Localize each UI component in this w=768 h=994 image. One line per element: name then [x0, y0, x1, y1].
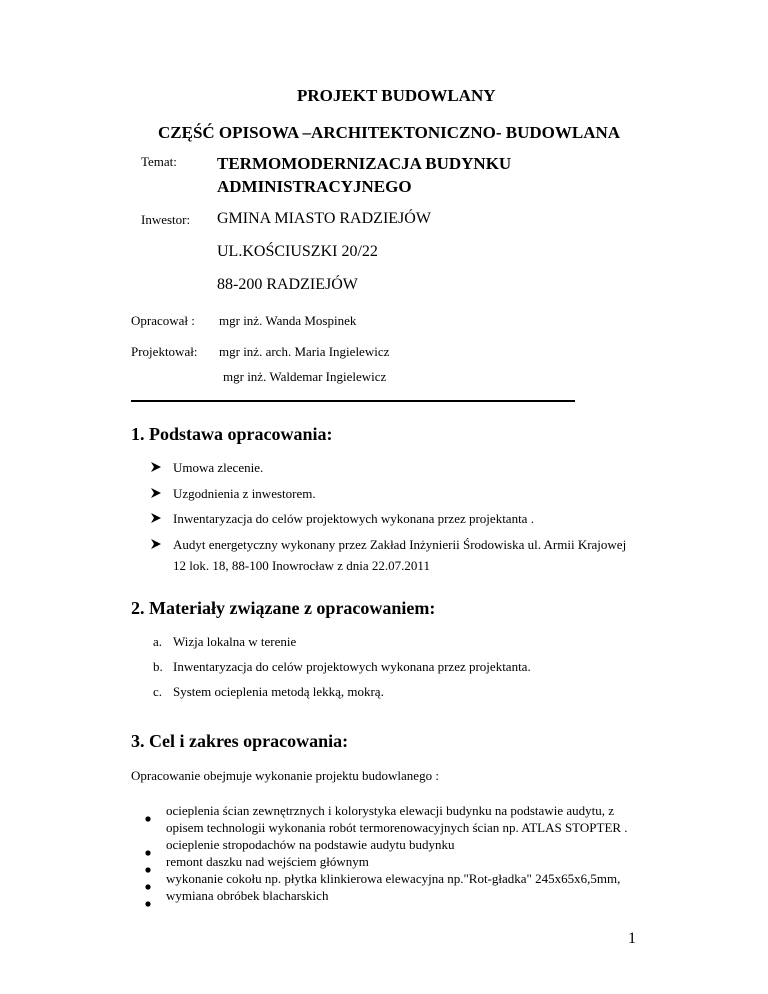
document-title: PROJEKT BUDOWLANY: [297, 86, 496, 105]
section-3-item: remont daszku nad wejściem głównym: [166, 854, 369, 869]
section-3-item: wymiana obróbek blacharskich: [166, 888, 329, 903]
section-1-item: Audyt energetyczny wykonany przez Zakład Inżynierii Środowiska ul. Armii Krajowej: [173, 537, 627, 552]
section-1-item: Inwentaryzacja do celów projektowych wykonana przez projektanta .: [173, 511, 534, 526]
projektowal-value-2: mgr inż. Waldemar Ingielewicz: [223, 369, 387, 384]
section-3-intro: Opracowanie obejmuje wykonanie projektu budowlanego :: [131, 768, 439, 783]
dot-bullet-icon: [145, 843, 151, 861]
section-1-item: Umowa zlecenie.: [173, 460, 264, 475]
section-1-heading: 1. Podstawa opracowania:: [131, 424, 333, 444]
list-marker: a.: [153, 634, 163, 649]
section-3-heading: 3. Cel i zakres opracowania:: [131, 731, 349, 751]
section-3-item: ocieplenia ścian zewnętrznych i kolorystyka elewacji budynku na podstawie audytu, z: [166, 803, 614, 818]
temat-line2: ADMINISTRACYJNEGO: [217, 177, 412, 196]
section-3-item: wykonanie cokołu np. płytka klinkierowa elewacyjna np."Rot-gładka" 245x65x6,5mm,: [166, 871, 621, 886]
temat-line1: TERMOMODERNIZACJA BUDYNKU: [217, 154, 512, 173]
arrow-bullet-icon: [150, 511, 162, 529]
section-2-heading: 2. Materiały związane z opracowaniem:: [131, 598, 436, 618]
section-2-item: Inwentaryzacja do celów projektowych wykonana przez projektanta.: [173, 659, 531, 674]
section-1-item: Uzgodnienia z inwestorem.: [173, 486, 316, 501]
dot-bullet-icon: [145, 877, 151, 895]
list-marker: b.: [153, 659, 163, 674]
arrow-bullet-icon: [150, 486, 162, 504]
inwestor-name: GMINA MIASTO RADZIEJÓW: [217, 210, 431, 227]
opracowal-label: Opracował :: [131, 313, 195, 328]
section-3-item-continuation: opisem technologii wykonania robót termorenowacyjnych ścian np. ATLAS STOPTER .: [166, 820, 628, 835]
dot-bullet-icon: [145, 894, 151, 912]
temat-label: Temat:: [141, 154, 177, 169]
dot-bullet-icon: [145, 860, 151, 878]
projektowal-value-1: mgr inż. arch. Maria Ingielewicz: [219, 344, 390, 359]
inwestor-street: UL.KOŚCIUSZKI 20/22: [217, 243, 378, 260]
horizontal-rule: [131, 400, 575, 402]
inwestor-label: Inwestor:: [141, 212, 191, 227]
list-marker: c.: [153, 684, 163, 699]
section-2-item: Wizja lokalna w terenie: [173, 634, 297, 649]
page-number: 1: [628, 930, 636, 947]
inwestor-city: 88-200 RADZIEJÓW: [217, 276, 358, 293]
document-subtitle: CZĘŚĆ OPISOWA –ARCHITEKTONICZNO- BUDOWLANA: [158, 123, 621, 142]
section-2-item: System ocieplenia metodą lekką, mokrą.: [173, 684, 384, 699]
opracowal-value: mgr inż. Wanda Mospinek: [219, 313, 357, 328]
section-1-item-continuation: 12 lok. 18, 88-100 Inowrocław z dnia 22.07.2011: [173, 558, 430, 573]
arrow-bullet-icon: [150, 537, 162, 555]
projektowal-label: Projektował:: [131, 344, 198, 359]
section-3-item: ocieplenie stropodachów na podstawie audytu budynku: [166, 837, 455, 852]
dot-bullet-icon: [145, 809, 151, 827]
arrow-bullet-icon: [150, 460, 162, 478]
